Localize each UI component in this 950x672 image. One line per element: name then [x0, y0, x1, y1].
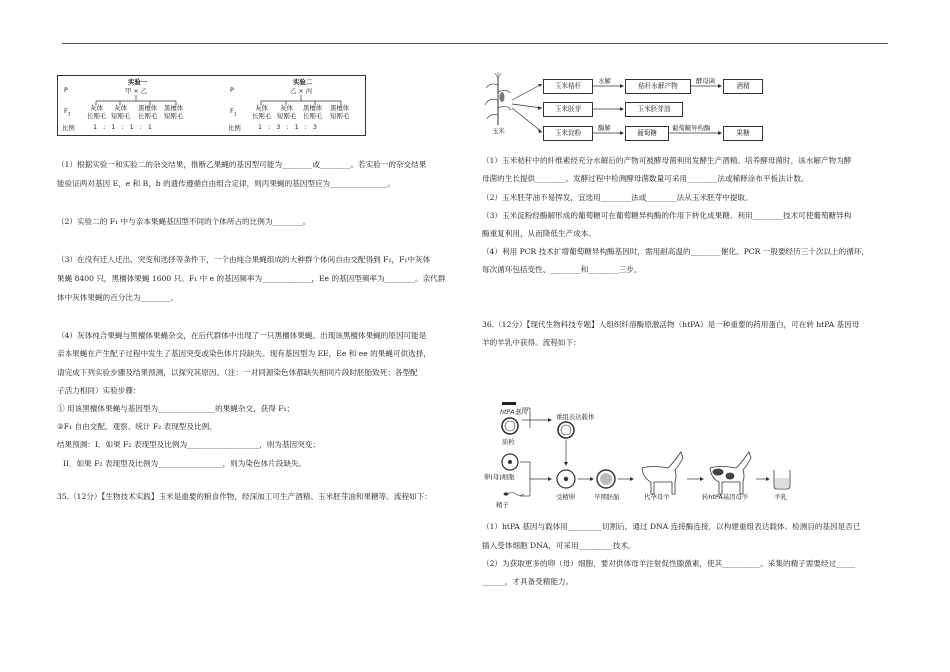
q4-line-3: 请完成下列实验步骤及结果预测，以探究其原因。（注：一对同源染色体都缺失相同片段时胚胎致死；各型配	[57, 368, 418, 377]
embryo-label: 早期胚胎	[594, 493, 620, 501]
q4-line-4: 子活力相同）实验步骤：	[57, 386, 141, 395]
corn-plant-icon	[485, 72, 511, 125]
q35-1-line-1: （1）玉米秸秆中的纤维素经充分水解后的产物可被酵母菌利用发酵生产酒精。培养酵母菌时，该水解产物为酵	[482, 156, 852, 165]
surrogate-goat-icon	[642, 452, 683, 494]
box-straw-product: 秸秆水解产物	[625, 79, 691, 94]
box-germ-oil: 玉米胚芽油	[625, 102, 683, 117]
sperm-icon	[504, 492, 525, 495]
htpa-graphics	[482, 400, 802, 510]
q3-line-2: 果蝇 8400 只，黑檀体果蝇 1600 只。F₁ 中 e 的基因频率为_____________，Ee 的基因型频率为________。亲代群	[57, 274, 446, 283]
gene-label: htPA基因	[500, 408, 528, 416]
q4-line-2: 亲本果蝇在产生配子过程中发生了基因突变或染色体片段缺失。现有基因型为 EE，Ee 和 ee 的果蝇可供选择，	[57, 349, 431, 358]
exp2-pheno-3: 黑檀体 长刚毛	[303, 104, 323, 120]
surrogate-label: 代孕母羊	[644, 493, 670, 501]
q3-line-1: （3）在没有迁入迁出、突变和选择等条件下，一个由纯合果蝇组成的大种群个体间自由交配得到 F₁，F₁中灰体	[57, 255, 431, 264]
top-rule	[62, 43, 888, 44]
q36-2-line-1: （2）为获取更多的卵（母）细胞，要对供体母羊注射促性腺激素，使其__________。采集的精子需要经过_____	[482, 559, 856, 568]
box-fructose: 果糖	[723, 126, 763, 141]
box-glucose: 葡萄糖	[625, 126, 669, 141]
result-1: 结果预测：I．如果 F₂ 表现型及比例为___________________，则为基因突变；	[57, 440, 320, 449]
vector-icon	[558, 422, 574, 438]
exp2-cross: 乙 × 丙	[290, 87, 313, 95]
q36-1-line-1: （1）htPA 基因与载体用_________切割后，通过 DNA 连接酶连接，以构建重组表达载体。检测目的基因是否已	[482, 522, 861, 531]
plasmid-icon	[502, 418, 518, 434]
transgenic-goat-icon	[710, 452, 751, 494]
vector-label: 重组表达载体	[556, 413, 595, 421]
sperm-label: 精子	[496, 501, 509, 509]
exp2-ratio: 1 : 3 : 1 : 3	[258, 123, 317, 131]
q35-4-line-1: （4）利用 PCR 技术扩增葡萄糖异构酶基因时，需用耐高温的________催化。PCR 一般要经历三十次以上的循环，	[482, 247, 870, 256]
yeast-label: 酵母菌	[696, 77, 716, 85]
q35-4-line-2: 每次循环包括变性、________和________三步。	[482, 265, 642, 274]
exp1-pheno-3: 黑檀体 长刚毛	[138, 104, 158, 120]
exp1-ratio: 1 : 1 : 1 : 1	[93, 123, 152, 131]
f1-label-1: $F_1$	[64, 107, 71, 118]
q1-line-1: （1）根据实验一和实验二的杂交结果，推断乙果蝇的基因型可能为________或________。若实验一的杂交结果	[57, 160, 427, 169]
q35-2: （2）玉米胚芽油不易挥发，宜选用________法或________法从玉米胚芽中提取。	[482, 193, 753, 202]
p-label-1: P	[64, 86, 68, 94]
exp1-cross: 甲 × 乙	[125, 87, 148, 95]
plasmid-label: 质粒	[502, 438, 515, 446]
box-alcohol: 酒精	[723, 79, 763, 94]
q36-1-line-2: 插入受体细胞 DNA，可采用_________技术。	[482, 541, 636, 550]
milk-label: 羊乳	[774, 493, 787, 501]
corn-flowchart	[482, 70, 782, 140]
exp2-pheno-2: 灰体 短刚毛	[277, 104, 297, 120]
exp1-pheno-2: 灰体 短刚毛	[111, 104, 131, 120]
q3-line-3: 体中灰体果蝇的百分比为________。	[57, 293, 179, 302]
step-1: ① 用该黑檀体果蝇与基因型为_______________的果蝇杂交，获得 F₁；	[57, 404, 295, 413]
p-label-2: P	[230, 86, 234, 94]
transgenic-label: 转htPA基因母羊	[702, 493, 749, 501]
box-starch: 玉米淀粉	[543, 126, 593, 141]
step-2: ②F₁ 自由交配，观察、统计 F₂ 表现型及比例。	[57, 422, 217, 431]
enzymolysis-label: 酶解	[598, 124, 611, 132]
q36-line-1: 36.（12分）【现代生物科技专题】人组织纤溶酶原激活物（htPA）是一种重要的药用蛋白，可在转 htPA 基因母	[482, 320, 860, 329]
q36-line-2: 羊的羊乳中获得。流程如下：	[482, 338, 581, 347]
f1-label-2: $F_1$	[230, 107, 237, 118]
htpa-diagram	[482, 400, 802, 510]
box-straw: 玉米秸秆	[543, 79, 593, 94]
hydrolysis-label: 水解	[598, 77, 611, 85]
q1-line-2: 能验证两对基因 E，e 和 B，b 的遗传遵循自由组合定律，则丙果蝇的基因型应为_______________。	[57, 179, 395, 188]
q35-1-line-2: 母菌的生长提供________。发酵过程中检测酵母菌数量可采用________法或稀释涂布平板法计数。	[482, 174, 809, 183]
q35-heading: 35.（12分）【生物技术实践】玉米是重要的粮食作物，经深加工可生产酒精、玉米胚芽油和果糖等。流程如下：	[57, 492, 432, 501]
exp2-title: 实验二	[293, 78, 313, 86]
egg-label: 卵(母)细胞	[484, 473, 515, 481]
result-2: II．如果 F₂ 表现型及比例为_________________，则为染色体片段缺失。	[63, 459, 307, 468]
ratio-label-1: 比例	[62, 124, 75, 132]
q4-line-1: （4）灰体纯合果蝇与黑檀体果蝇杂交，在后代群体中出现了一只黑檀体果蝇。出现该黑檀体果蝇的原因可能是	[57, 331, 427, 340]
genetics-table	[57, 75, 366, 136]
exp1-pheno-4: 黑檀体 短刚毛	[164, 104, 184, 120]
box-germ: 玉米胚芽	[543, 102, 593, 117]
exp1-title: 实验一	[128, 78, 148, 86]
q35-3-line-2: 酶重复利用，从而降低生产成本。	[482, 229, 596, 238]
ratio-label-2: 比例	[228, 124, 241, 132]
exp2-pheno-1: 灰体 长刚毛	[252, 104, 272, 120]
corn-label: 玉米	[492, 127, 505, 135]
exp1-pheno-1: 灰体 长刚毛	[87, 104, 107, 120]
q35-3-line-1: （3）玉米淀粉经酶解形成的葡萄糖可在葡萄糖异构酶的作用下转化成果糖。利用________技术可使葡萄糖异构	[482, 211, 852, 220]
q36-2-line-2: ______，才具备受精能力。	[482, 577, 574, 586]
exp2-pheno-4: 黑檀体 短刚毛	[330, 104, 350, 120]
q2-text: （2）实验二的 F₁ 中与亲本果蝇基因型不同的个体所占的比例为________。	[57, 217, 311, 226]
gene-bar-icon	[502, 402, 516, 405]
isomerase-label: 葡萄糖异构酶	[672, 124, 711, 132]
zygote-label: 受精卵	[556, 493, 576, 501]
milk-beaker-icon	[774, 470, 790, 489]
